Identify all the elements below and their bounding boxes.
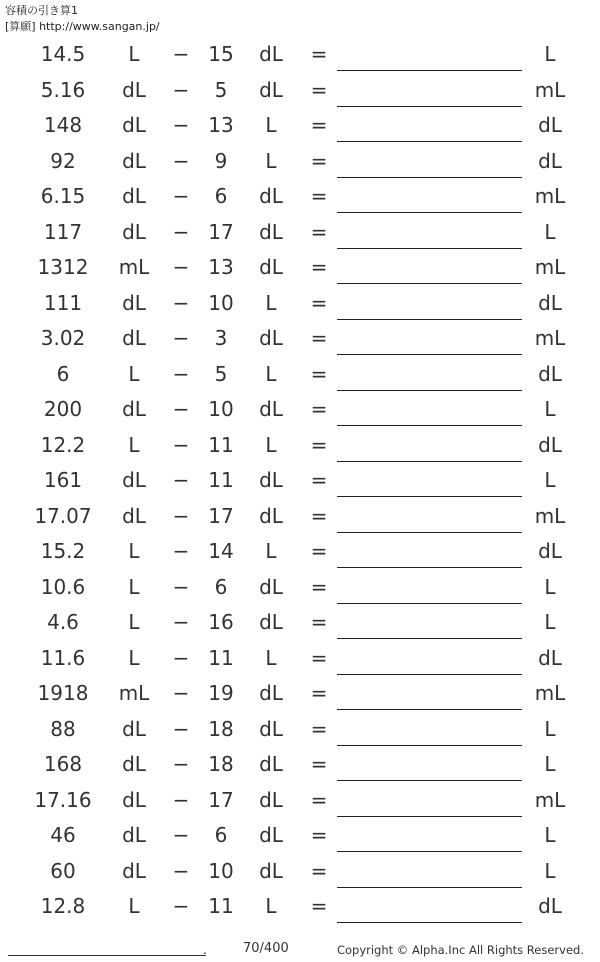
minuend-value: 46: [50, 823, 76, 847]
subtrahend-value: 6: [214, 574, 228, 599]
subtrahend-value: 5: [214, 361, 228, 386]
minuend-value: 1312: [37, 255, 89, 279]
minuend-unit: L: [128, 539, 140, 563]
equals-sign: =: [310, 823, 328, 847]
answer-blank[interactable]: [337, 780, 522, 781]
answer-blank[interactable]: [337, 638, 522, 639]
equals-sign: =: [310, 397, 328, 421]
minus-sign: −: [172, 397, 190, 421]
minuend-unit: dL: [122, 148, 146, 173]
minus-sign: −: [172, 894, 190, 918]
subtrahend-unit: dL: [259, 468, 283, 492]
minuend-unit: dL: [122, 77, 146, 102]
answer-blank[interactable]: [337, 354, 522, 355]
subtrahend-value: 11: [208, 432, 234, 457]
answer-blank[interactable]: [337, 674, 522, 675]
subtrahend-value: 15: [208, 42, 234, 66]
minuend-value: 168: [43, 752, 83, 776]
minuend-unit: dL: [122, 113, 146, 137]
minuend-unit: L: [128, 645, 140, 670]
answer-blank[interactable]: [337, 603, 522, 604]
minuend-value: 15.2: [40, 539, 86, 563]
minuend-unit: dL: [122, 858, 146, 883]
problem-row: [0, 499, 600, 535]
answer-unit: mL: [534, 787, 566, 812]
minuend-unit: L: [128, 361, 140, 386]
subtrahend-value: 19: [208, 681, 234, 705]
answer-unit: dL: [538, 539, 562, 563]
equals-sign: =: [310, 432, 328, 457]
minuend-value: 12.2: [40, 432, 86, 457]
minuend-unit: mL: [118, 681, 150, 705]
answer-unit: L: [544, 716, 556, 741]
minus-sign: −: [172, 42, 190, 66]
problem-row: [0, 286, 600, 322]
minus-sign: −: [172, 219, 190, 244]
minuend-unit: L: [128, 432, 140, 457]
problem-row: [0, 73, 600, 109]
answer-blank[interactable]: [337, 177, 522, 178]
equals-sign: =: [310, 645, 328, 670]
equals-sign: =: [310, 255, 328, 279]
subtrahend-unit: dL: [259, 255, 283, 279]
subtrahend-unit: dL: [259, 184, 283, 208]
answer-blank[interactable]: [337, 283, 522, 284]
answer-blank[interactable]: [337, 212, 522, 213]
minus-sign: −: [172, 681, 190, 705]
subtrahend-value: 10: [208, 858, 234, 883]
subtrahend-unit: dL: [259, 574, 283, 599]
subtrahend-value: 11: [208, 468, 234, 492]
subtrahend-value: 6: [214, 184, 228, 208]
subtrahend-value: 13: [208, 255, 234, 279]
minus-sign: −: [172, 290, 190, 315]
minus-sign: −: [172, 858, 190, 883]
answer-blank[interactable]: [337, 887, 522, 888]
subtrahend-unit: L: [265, 113, 277, 137]
problem-row: [0, 108, 600, 144]
problem-row: [0, 889, 600, 925]
subtrahend-unit: dL: [259, 77, 283, 102]
minus-sign: −: [172, 823, 190, 847]
problem-list: [0, 37, 600, 925]
minuend-unit: dL: [122, 219, 146, 244]
answer-unit: mL: [534, 503, 566, 528]
subtrahend-unit: dL: [259, 787, 283, 812]
problem-row: [0, 428, 600, 464]
subtrahend-value: 18: [208, 716, 234, 741]
problem-row: [0, 570, 600, 606]
page-number: 70/400: [243, 941, 289, 956]
problem-row: [0, 534, 600, 570]
answer-unit: L: [544, 823, 556, 847]
subtrahend-value: 16: [208, 610, 234, 634]
minuend-value: 161: [43, 468, 83, 492]
answer-unit: L: [544, 397, 556, 421]
minuend-unit: dL: [122, 397, 146, 421]
problem-row: [0, 747, 600, 783]
subtrahend-unit: L: [265, 645, 277, 670]
answer-blank[interactable]: [337, 141, 522, 142]
equals-sign: =: [310, 148, 328, 173]
minus-sign: −: [172, 77, 190, 102]
equals-sign: =: [310, 787, 328, 812]
answer-blank[interactable]: [337, 496, 522, 497]
minus-sign: −: [172, 645, 190, 670]
answer-blank[interactable]: [337, 851, 522, 852]
problem-row: [0, 144, 600, 180]
subtrahend-value: 17: [208, 787, 234, 812]
equals-sign: =: [310, 752, 328, 776]
subtrahend-unit: dL: [259, 610, 283, 634]
subtrahend-unit: dL: [259, 42, 283, 66]
answer-unit: mL: [534, 326, 566, 350]
answer-unit: L: [544, 219, 556, 244]
answer-blank[interactable]: [337, 248, 522, 249]
minus-sign: −: [172, 468, 190, 492]
equals-sign: =: [310, 610, 328, 634]
equals-sign: =: [310, 716, 328, 741]
subtrahend-value: 10: [208, 290, 234, 315]
answer-blank[interactable]: [337, 390, 522, 391]
subtrahend-unit: L: [265, 894, 277, 918]
minuend-value: 3.02: [40, 326, 86, 350]
subtrahend-unit: L: [265, 290, 277, 315]
minuend-value: 92: [50, 148, 76, 173]
subtrahend-value: 11: [208, 894, 234, 918]
minuend-unit: dL: [122, 503, 146, 528]
minuend-unit: dL: [122, 823, 146, 847]
equals-sign: =: [310, 858, 328, 883]
problem-row: [0, 818, 600, 854]
subtrahend-value: 14: [208, 539, 234, 563]
equals-sign: =: [310, 894, 328, 918]
subtrahend-value: 9: [214, 148, 228, 173]
minus-sign: −: [172, 574, 190, 599]
answer-blank[interactable]: [337, 106, 522, 107]
answer-unit: dL: [538, 148, 562, 173]
answer-blank[interactable]: [337, 425, 522, 426]
equals-sign: =: [310, 113, 328, 137]
minuend-value: 200: [43, 397, 83, 421]
equals-sign: =: [310, 290, 328, 315]
minuend-unit: L: [128, 574, 140, 599]
worksheet-source-url: [算願] http://www.sangan.jp/: [5, 20, 160, 33]
minuend-unit: dL: [122, 716, 146, 741]
minuend-value: 1918: [37, 681, 89, 705]
equals-sign: =: [310, 326, 328, 350]
answer-unit: dL: [538, 290, 562, 315]
answer-blank[interactable]: [337, 922, 522, 923]
answer-blank[interactable]: [337, 70, 522, 71]
minuend-value: 11.6: [40, 645, 86, 670]
equals-sign: =: [310, 539, 328, 563]
answer-unit: L: [544, 468, 556, 492]
minuend-unit: L: [128, 42, 140, 66]
answer-unit: dL: [538, 645, 562, 670]
subtrahend-value: 17: [208, 503, 234, 528]
subtrahend-value: 10: [208, 397, 234, 421]
minuend-unit: dL: [122, 326, 146, 350]
subtrahend-value: 3: [214, 326, 228, 350]
equals-sign: =: [310, 681, 328, 705]
subtrahend-unit: L: [265, 432, 277, 457]
minuend-value: 4.6: [47, 610, 79, 634]
subtrahend-value: 6: [214, 823, 228, 847]
equals-sign: =: [310, 184, 328, 208]
minus-sign: −: [172, 610, 190, 634]
minus-sign: −: [172, 539, 190, 563]
minuend-value: 60: [50, 858, 76, 883]
name-line: [8, 955, 206, 956]
equals-sign: =: [310, 361, 328, 386]
minuend-value: 14.5: [40, 42, 86, 66]
minuend-value: 148: [43, 113, 83, 137]
answer-unit: mL: [534, 255, 566, 279]
problem-row: [0, 250, 600, 286]
minuend-unit: dL: [122, 290, 146, 315]
answer-unit: mL: [534, 77, 566, 102]
minuend-value: 5.16: [40, 77, 86, 102]
minuend-unit: dL: [122, 184, 146, 208]
minuend-unit: mL: [118, 255, 150, 279]
subtrahend-unit: dL: [259, 503, 283, 528]
minuend-value: 6.15: [40, 184, 86, 208]
minuend-value: 17.07: [34, 503, 92, 528]
problem-row: [0, 321, 600, 357]
subtrahend-value: 5: [214, 77, 228, 102]
answer-blank[interactable]: [337, 816, 522, 817]
problem-row: [0, 37, 600, 73]
equals-sign: =: [310, 503, 328, 528]
equals-sign: =: [310, 574, 328, 599]
answer-unit: dL: [538, 432, 562, 457]
minus-sign: −: [172, 432, 190, 457]
answer-blank[interactable]: [337, 745, 522, 746]
minus-sign: −: [172, 148, 190, 173]
answer-unit: dL: [538, 361, 562, 386]
problem-row: [0, 854, 600, 890]
minus-sign: −: [172, 326, 190, 350]
subtrahend-unit: L: [265, 361, 277, 386]
worksheet-header: [5, 3, 160, 35]
answer-unit: mL: [534, 184, 566, 208]
subtrahend-unit: L: [265, 148, 277, 173]
equals-sign: =: [310, 219, 328, 244]
answer-unit: L: [544, 858, 556, 883]
subtrahend-unit: dL: [259, 326, 283, 350]
problem-row: [0, 783, 600, 819]
minuend-value: 88: [50, 716, 76, 741]
subtrahend-value: 18: [208, 752, 234, 776]
equals-sign: =: [310, 77, 328, 102]
answer-blank[interactable]: [337, 319, 522, 320]
minus-sign: −: [172, 255, 190, 279]
subtrahend-unit: dL: [259, 397, 283, 421]
problem-row: [0, 392, 600, 428]
minuend-unit: dL: [122, 752, 146, 776]
problem-row: [0, 215, 600, 251]
minuend-value: 17.16: [34, 787, 92, 812]
problem-row: [0, 605, 600, 641]
problem-row: [0, 357, 600, 393]
subtrahend-value: 11: [208, 645, 234, 670]
subtrahend-unit: dL: [259, 858, 283, 883]
minus-sign: −: [172, 787, 190, 812]
minuend-value: 117: [43, 219, 83, 244]
answer-blank[interactable]: [337, 567, 522, 568]
worksheet-title: 容積の引き算1: [5, 4, 78, 17]
answer-blank[interactable]: [337, 461, 522, 462]
minus-sign: −: [172, 752, 190, 776]
subtrahend-unit: dL: [259, 219, 283, 244]
minuend-unit: L: [128, 610, 140, 634]
problem-row: [0, 179, 600, 215]
minuend-value: 6: [56, 361, 70, 386]
answer-unit: L: [544, 752, 556, 776]
answer-unit: L: [544, 42, 556, 66]
problem-row: [0, 676, 600, 712]
minus-sign: −: [172, 113, 190, 137]
minus-sign: −: [172, 361, 190, 386]
answer-unit: dL: [538, 894, 562, 918]
subtrahend-unit: dL: [259, 716, 283, 741]
minuend-unit: L: [128, 894, 140, 918]
subtrahend-unit: dL: [259, 752, 283, 776]
problem-row: [0, 641, 600, 677]
minuend-value: 111: [43, 290, 83, 315]
minuend-value: 10.6: [40, 574, 86, 599]
answer-unit: L: [544, 574, 556, 599]
answer-unit: mL: [534, 681, 566, 705]
subtrahend-unit: dL: [259, 681, 283, 705]
minuend-unit: dL: [122, 468, 146, 492]
subtrahend-unit: L: [265, 539, 277, 563]
subtrahend-value: 17: [208, 219, 234, 244]
equals-sign: =: [310, 468, 328, 492]
answer-blank[interactable]: [337, 532, 522, 533]
minus-sign: −: [172, 716, 190, 741]
answer-unit: L: [544, 610, 556, 634]
problem-row: [0, 712, 600, 748]
copyright-notice: Copyright © Alpha.Inc All Rights Reserved.: [336, 943, 584, 957]
minus-sign: −: [172, 503, 190, 528]
subtrahend-unit: dL: [259, 823, 283, 847]
equals-sign: =: [310, 42, 328, 66]
minus-sign: −: [172, 184, 190, 208]
minuend-value: 12.8: [40, 894, 86, 918]
answer-blank[interactable]: [337, 709, 522, 710]
subtrahend-value: 13: [208, 113, 234, 137]
answer-unit: dL: [538, 113, 562, 137]
footer-dot: .: [203, 943, 207, 957]
minuend-unit: dL: [122, 787, 146, 812]
problem-row: [0, 463, 600, 499]
